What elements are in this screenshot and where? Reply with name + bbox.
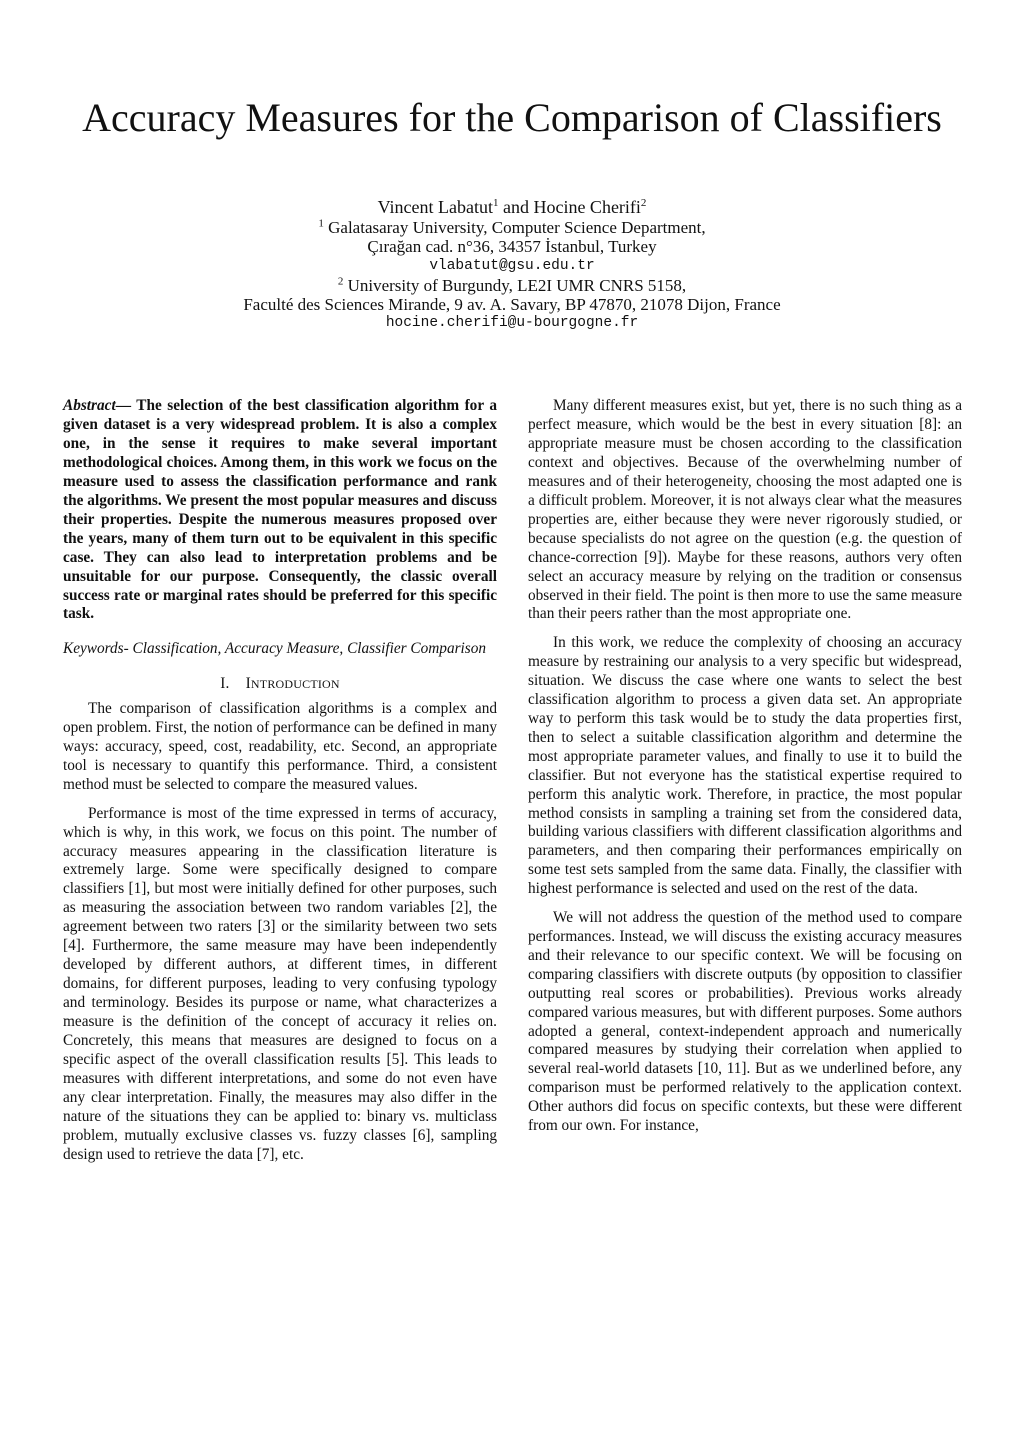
keywords: Keywords- Classification, Accuracy Measure, Classifier Comparison (63, 640, 487, 658)
abstract (63, 397, 497, 624)
abstract-dash: — (115, 397, 137, 414)
affiliation-2-line-2: Faculté des Sciences Mirande, 9 av. A. Savary, BP 47870, 21078 Dijon, France (243, 295, 781, 315)
author-conjunction: and (498, 197, 534, 217)
section-rest: NTRODUCTION (250, 677, 340, 692)
abstract-label: Abstract (63, 397, 116, 414)
abstract-text: The selection of the best classification algorithm for a given dataset is a very widespread problem. It is also a complex one, in the sense it requires to make several important methodological choices. Among them, in this work we focus on the measure used to assess the classification performance and rank the algorithms. We present the most popular measures and discuss their properties. Despite the numerous measures proposed over the years, many of them turn out to be equivalent in this specific case. They can also lead to interpretation problems and be unsuitable for our purpose. Consequently, the classic overall success rate or marginal rates should be preferred for this specific task. (63, 397, 497, 623)
affiliation-1-mark: 1 (318, 217, 324, 230)
author-names (0, 196, 1024, 218)
paper-title: Accuracy Measures for the Comparison of Classifiers (82, 95, 942, 140)
affiliation-2-email: hocine.cherifi@u-bourgogne.fr (385, 315, 639, 332)
author-2: Hocine Cherifi (533, 197, 641, 217)
author-block (0, 196, 1024, 334)
paragraph: We will not address the question of the method used to compare performances. Instead, we will discuss the existing accuracy measures and their relevance to our specific context. We will be focusing on comparing classifiers with discrete outputs (by opposition to classifier outputting real scores or probabilities). Previous works already compared various measures, but with different purposes. Some authors adopted a general, context-independent approach and numerically compared measures by studying their correlation when applied to several real-world datasets [10, 11]. But as we underlined before, any comparison must be performed relatively to the application context. Other authors did focus on specific contexts, but these were different from our own. For instance, (528, 908, 962, 1135)
author-1-mark: 1 (492, 197, 499, 209)
paragraph: The comparison of classification algorithms is a complex and open problem. First, the notion of performance can be defined in many ways: accuracy, speed, cost, readability, etc. Second, an appropriate tool is necessary to quantify this performance. Third, a consistent method must be selected to compare the measured values. (63, 700, 497, 794)
affiliation-1-email: vlabatut@gsu.edu.tr (429, 257, 595, 274)
left-column (63, 397, 497, 1174)
affiliation-2-line-1: $^2$ University of Burgundy, LE2I UMR CNRS 5158, (337, 275, 687, 295)
affiliation-1-line-1: $^1$ Galatasaray University, Computer Science Department, (318, 217, 706, 237)
section-initial: I (245, 675, 251, 693)
section-number: I. (220, 675, 230, 693)
author-1: Vincent Labatut (377, 197, 493, 217)
section-heading-introduction (63, 675, 497, 694)
right-column (528, 397, 962, 1146)
affiliation-1-line-2: Çırağan cad. n°36, 34357 İstanbul, Turkey (367, 237, 657, 257)
paragraph: Performance is most of the time expressed in terms of accuracy, which is why, in this work, we focus on this point. The number of accuracy measures appearing in the classification literature is extremely large. Some were specifically designed to compare classifiers [1], but most were initially defined for other purposes, such as measuring the association between two random variables [2], the agreement between two raters [3] or the similarity between two sets [4]. Furthermore, the same measure may have been independently developed by different authors, at different times, in different domains, for different purposes, leading to very confusing typology and terminology. Besides its purpose or name, what characterizes a measure is the definition of the concept of accuracy it relies on. Concretely, this means that measures are designed to focus on a specific aspect of the overall classification results [5]. This leads to measures with different interpretations, and some do not even have any clear interpretation. Finally, the measures may also differ in the nature of the situations they can be applied to: binary vs. multiclass problem, mutually exclusive classes vs. fuzzy classes [6], sampling design used to retrieve the data [7], etc. (63, 804, 497, 1163)
paragraph: In this work, we reduce the complexity of choosing an accuracy measure by restraining our analysis to a very specific but widespread, situation. We discuss the case where one wants to select the best classification algorithm to process a given data set. An appropriate way to perform this task would be to study the data properties first, then to select a suitable classification algorithm and determine the most appropriate parameter values, and finally to use it to build the classifier. But not everyone has the statistical expertise required to perform this analytic work. Therefore, in practice, the most popular method consists in sampling a training set from the considered data, building various classifiers with different classification algorithms and parameters, and then comparing their performances empirically on some test sets sampled from the same data. Finally, the classifier with highest performance is selected and used on the rest of the data. (528, 633, 962, 898)
paragraph: Many different measures exist, but yet, there is no such thing as a perfect measure, which would be the best in every situation [8]: an appropriate measure must be chosen according to the classification context and objectives. Because of the overwhelming number of measures and of their heterogeneity, choosing the most adapted one is a difficult problem. Moreover, it is not always clear what the measures properties are, either because they were never rigorously studied, or because specialists do not agree on the question (e.g. the question of chance-correction [9]). Maybe for these reasons, authors very often select an accuracy measure by relying on the tradition or consensus observed in their field. The point is then more to use the same measure than their peers rather than the most appropriate one. (528, 397, 962, 623)
affiliation-2-mark: 2 (337, 275, 344, 288)
author-2-mark: 2 (640, 197, 647, 209)
